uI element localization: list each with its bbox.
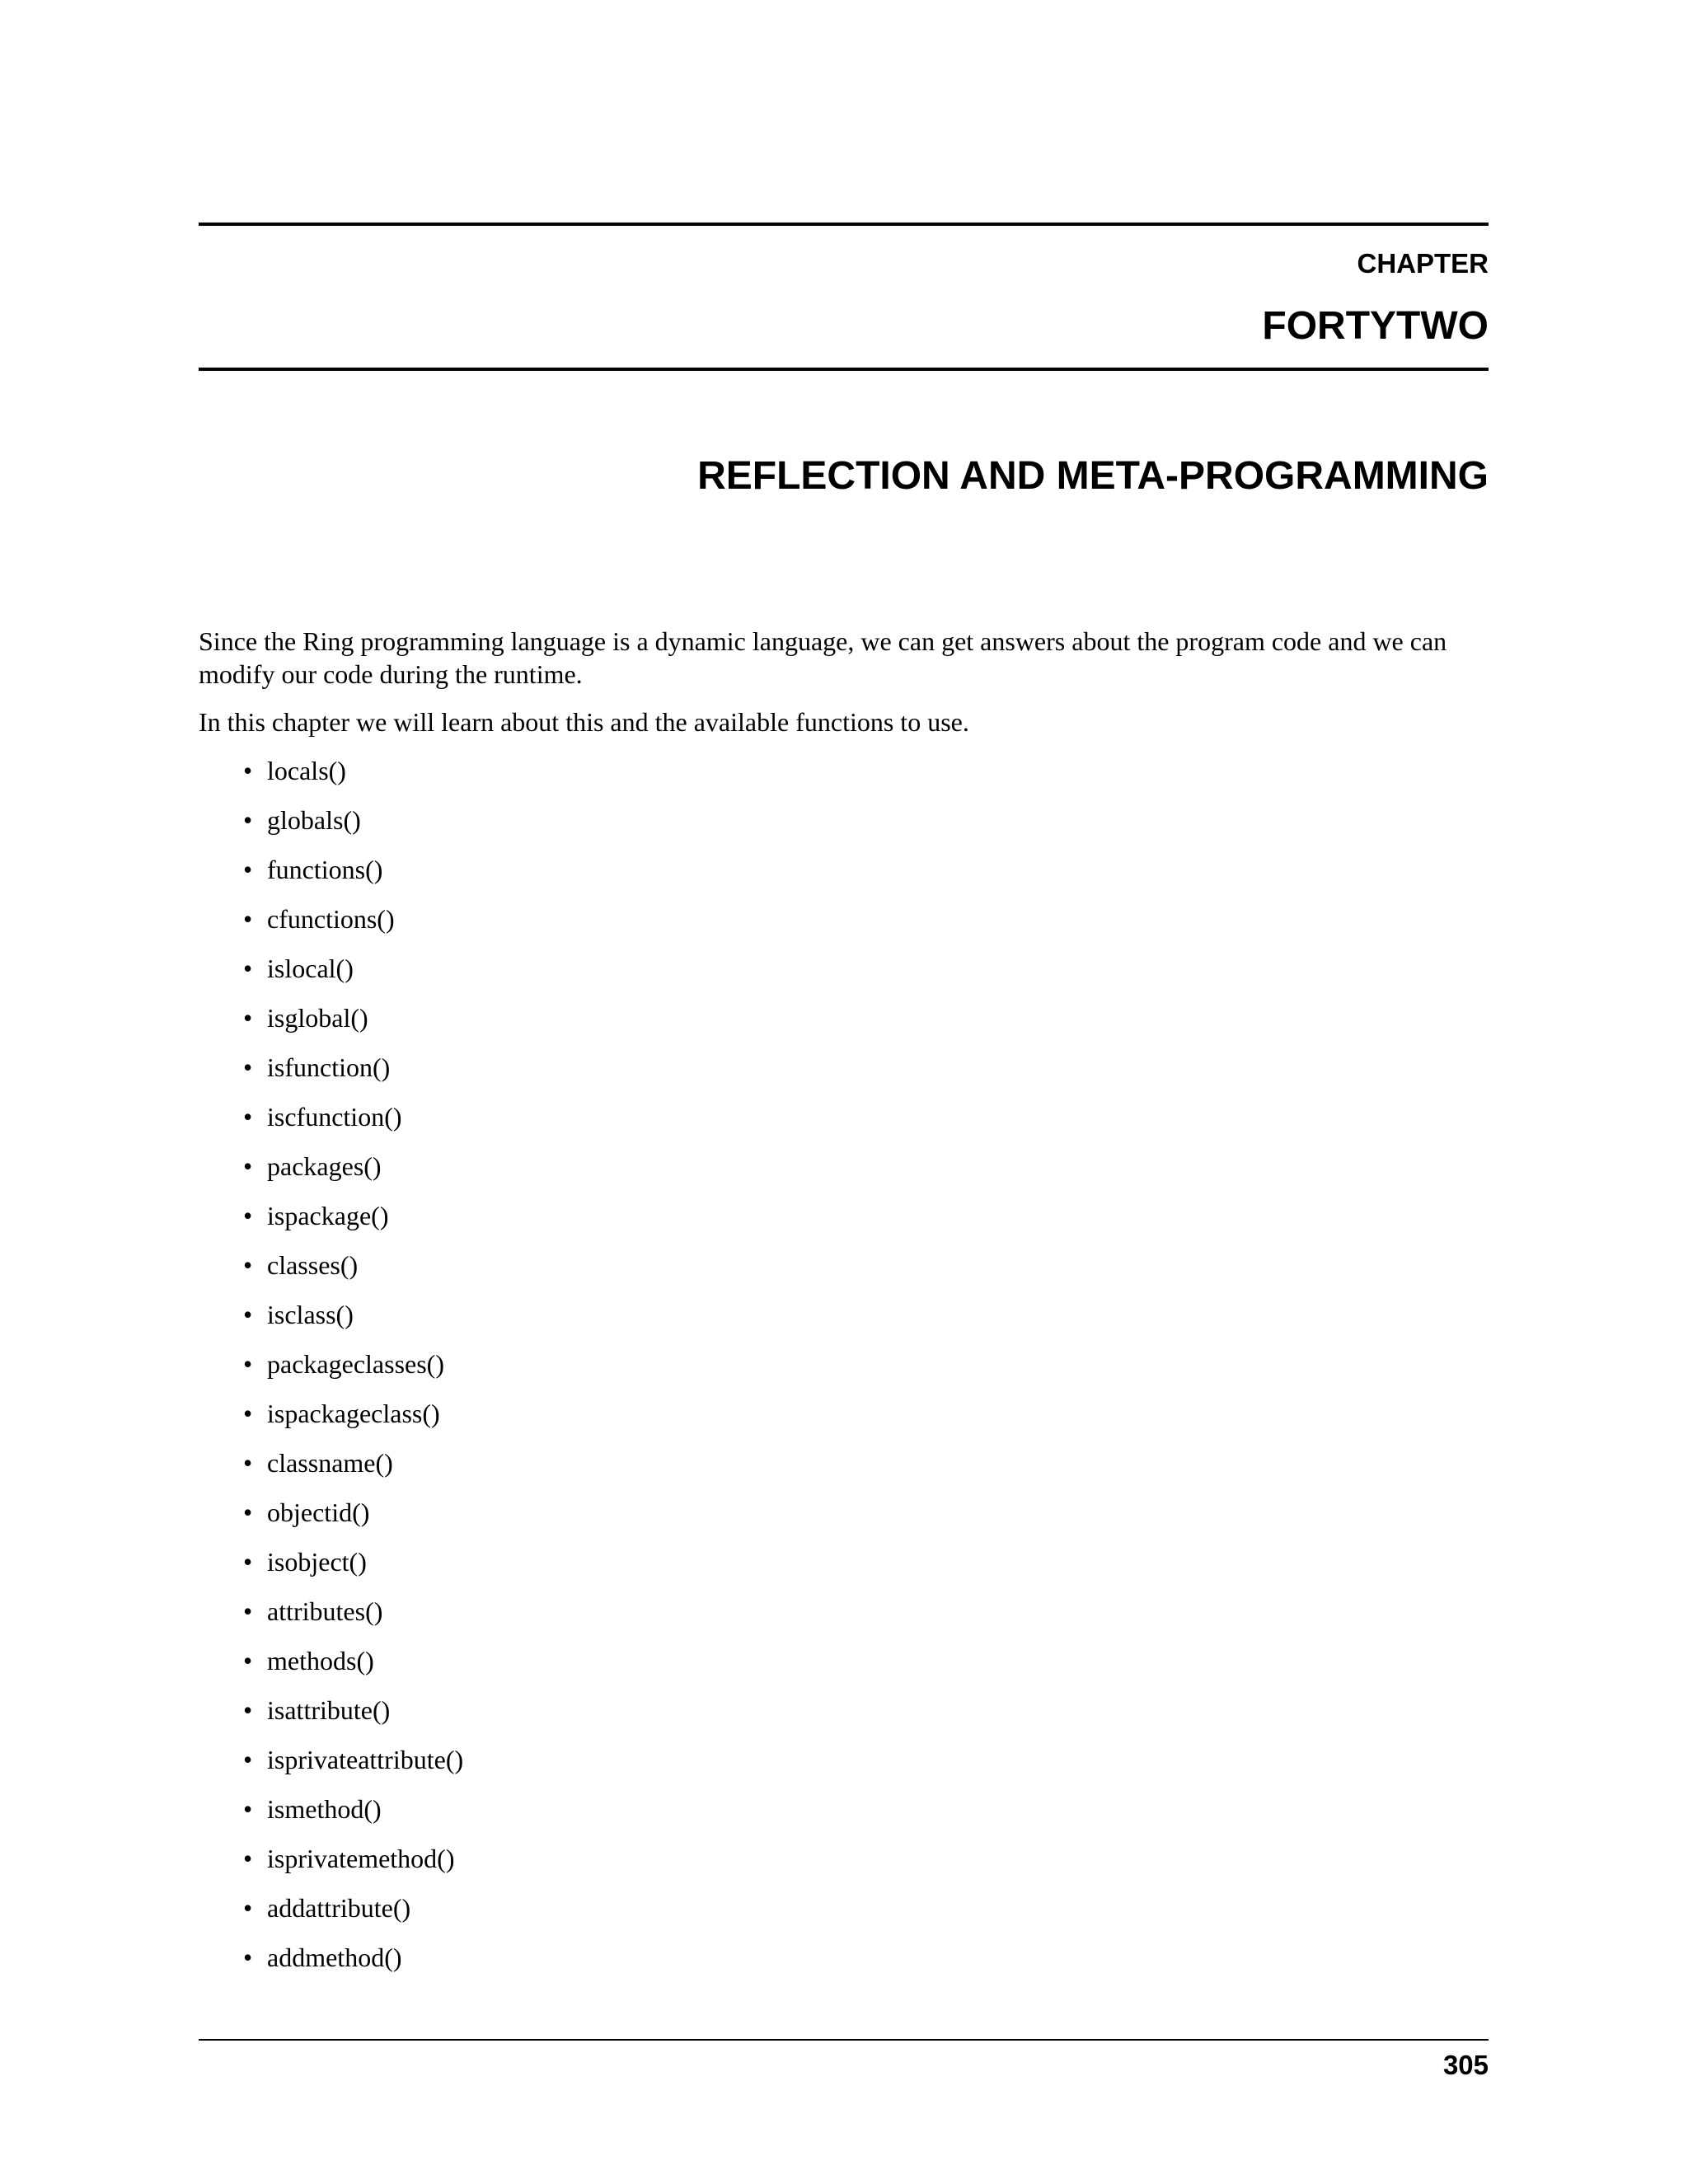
bullet-icon: • — [243, 1052, 253, 1082]
function-name: classes() — [267, 1250, 359, 1280]
function-name: functions() — [267, 855, 383, 884]
function-name: globals() — [267, 805, 361, 835]
list-item — [199, 902, 1489, 952]
bullet-icon: • — [243, 1596, 253, 1626]
function-name: packages() — [267, 1151, 382, 1181]
footer-rule — [199, 2039, 1489, 2041]
function-name: cfunctions() — [267, 904, 395, 934]
header-bottom-rule — [199, 368, 1489, 371]
bullet-icon: • — [243, 1102, 253, 1132]
list-item — [199, 1150, 1489, 1199]
bullet-icon: • — [243, 756, 253, 785]
bullet-icon: • — [243, 1349, 253, 1379]
bullet-icon: • — [243, 1893, 253, 1923]
list-item — [199, 1446, 1489, 1496]
list-item — [199, 1793, 1489, 1842]
page-number: 305 — [1442, 2050, 1489, 2080]
list-item — [199, 853, 1489, 902]
function-name: attributes() — [267, 1596, 383, 1626]
function-name: isglobal() — [267, 1003, 368, 1033]
bullet-icon: • — [243, 1745, 253, 1774]
list-item — [199, 1199, 1489, 1249]
list-item — [199, 1496, 1489, 1545]
function-name: isobject() — [267, 1547, 367, 1577]
bullet-icon: • — [243, 1399, 253, 1428]
bullet-icon: • — [243, 1003, 253, 1033]
bullet-icon: • — [243, 1943, 253, 1972]
bullet-icon: • — [243, 1201, 253, 1230]
function-name: isprivateattribute() — [267, 1745, 464, 1774]
list-item — [199, 1347, 1489, 1397]
list-item — [199, 1051, 1489, 1100]
list-item — [199, 1595, 1489, 1644]
intro-paragraph-functions: In this chapter we will learn about this and the available functions to use. — [199, 707, 969, 737]
bullet-icon: • — [243, 1151, 253, 1181]
function-name: addattribute() — [267, 1893, 411, 1923]
function-name: classname() — [267, 1448, 393, 1478]
list-item — [199, 952, 1489, 1001]
bullet-icon: • — [243, 1844, 253, 1873]
bullet-icon: • — [243, 904, 253, 934]
function-name: ismethod() — [267, 1794, 382, 1824]
bullet-icon: • — [243, 1300, 253, 1329]
chapter-label: CHAPTER — [1357, 248, 1489, 279]
function-name: isclass() — [267, 1300, 354, 1329]
list-item — [199, 1694, 1489, 1743]
list-item — [199, 1644, 1489, 1694]
function-name: addmethod() — [267, 1943, 402, 1972]
list-item — [199, 1397, 1489, 1446]
function-name: islocal() — [267, 954, 354, 983]
intro-paragraph: Since the Ring programming language is a dynamic language, we can get answers about the program code and we can modify our code during the runtime. — [199, 626, 1447, 689]
bullet-icon: • — [243, 855, 253, 884]
bullet-icon: • — [243, 1695, 253, 1725]
list-item — [199, 754, 1489, 804]
bullet-icon: • — [243, 1448, 253, 1478]
list-item — [199, 1891, 1489, 1941]
function-name: ispackageclass() — [267, 1399, 440, 1428]
function-name: methods() — [267, 1646, 374, 1675]
list-item — [199, 1842, 1489, 1891]
function-name: isfunction() — [267, 1052, 391, 1082]
bullet-icon: • — [243, 954, 253, 983]
bullet-icon: • — [243, 1497, 253, 1527]
function-name: ispackage() — [267, 1201, 389, 1230]
function-name: objectid() — [267, 1497, 370, 1527]
list-item — [199, 1298, 1489, 1347]
list-item — [199, 1001, 1489, 1051]
function-name: isattribute() — [267, 1695, 391, 1725]
list-item — [199, 1743, 1489, 1793]
bullet-icon: • — [243, 1250, 253, 1280]
list-item — [199, 804, 1489, 853]
bullet-icon: • — [243, 1794, 253, 1824]
list-item — [199, 1545, 1489, 1595]
bullet-icon: • — [243, 1646, 253, 1675]
header-top-rule — [199, 223, 1489, 226]
function-list — [199, 754, 1489, 1990]
bullet-icon: • — [243, 805, 253, 835]
bullet-icon: • — [243, 1547, 253, 1577]
function-name: locals() — [267, 756, 346, 785]
function-name: packageclasses() — [267, 1349, 444, 1379]
list-item — [199, 1100, 1489, 1150]
function-name: isprivatemethod() — [267, 1844, 455, 1873]
list-item — [199, 1249, 1489, 1298]
chapter-body — [199, 625, 1489, 1990]
function-name: iscfunction() — [267, 1102, 402, 1132]
chapter-title: REFLECTION AND META-PROGRAMMING — [697, 454, 1489, 498]
chapter-number: FORTYTWO — [1262, 304, 1489, 348]
list-item — [199, 1941, 1489, 1990]
